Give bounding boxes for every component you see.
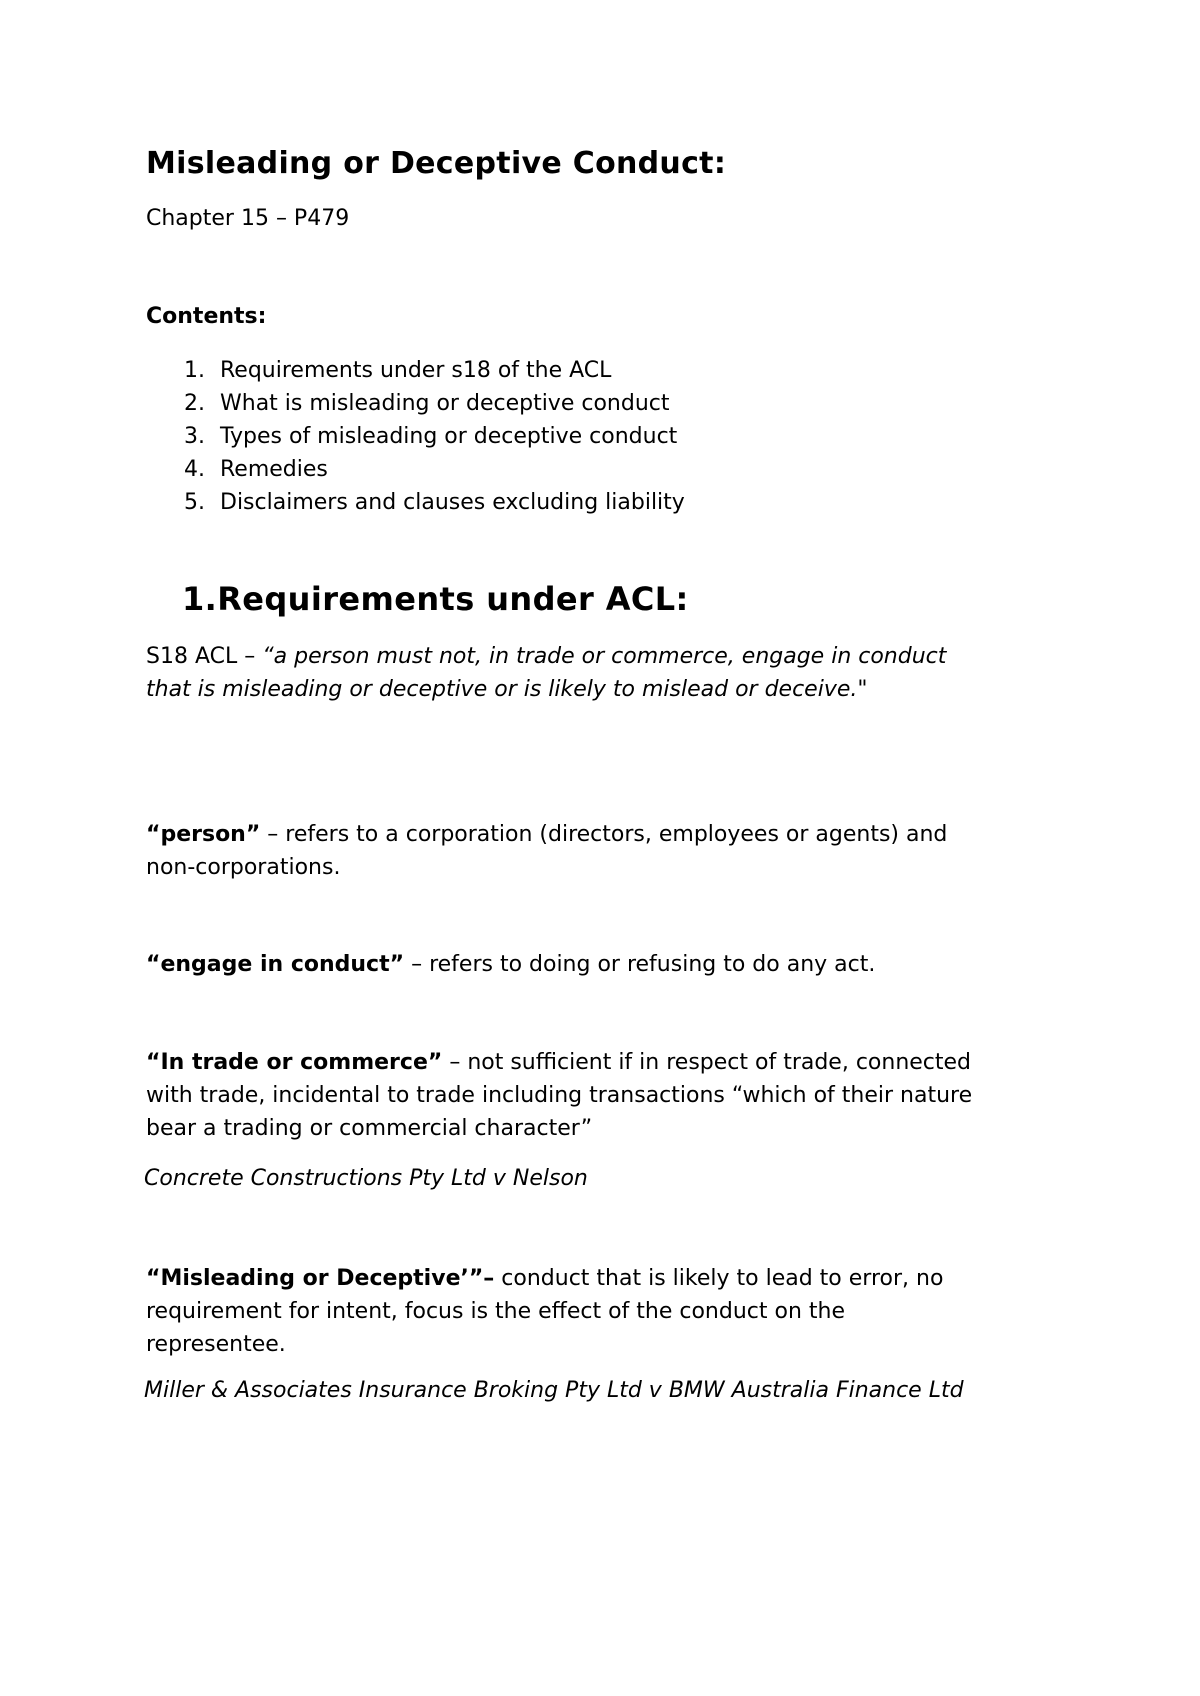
definition-term: “Misleading or Deceptive’”– [146,1266,495,1291]
definition-text: – refers to a corporation (directors, employees or agents) and [260,822,948,847]
contents-item-text: What is misleading or deceptive conduct [220,391,670,416]
definition-text: conduct that is likely to lead to error, no [494,1266,944,1291]
definition-text: – refers to doing or refusing to do any act. [404,952,876,977]
definition-line: requirement for intent, focus is the effect of the conduct on the [146,1299,845,1324]
definition-term: “engage in conduct” [146,952,405,977]
definition-trade-or-commerce [146,1046,972,1145]
definition-line: non-corporations. [146,855,341,880]
definition-misleading-or-deceptive [146,1262,943,1361]
definition-line: representee. [146,1332,286,1357]
definition-line [146,1262,943,1295]
contents-item-text: Types of misleading or deceptive conduct [220,424,678,449]
definition-term: “In trade or commerce” [146,1050,443,1075]
contents-item [184,486,685,519]
s18-quote-close: " [857,677,868,702]
contents-item-number: 3. [184,424,205,449]
definition-line: with trade, incidental to trade including transactions “which of their nature [146,1083,973,1108]
contents-item-number: 4. [184,457,205,482]
contents-item [184,453,685,486]
section-heading: 1.Requirements under ACL: [182,580,689,618]
s18-paragraph [146,640,946,706]
contents-item-text: Requirements under s18 of the ACL [220,358,612,383]
definition-line [146,818,947,851]
s18-quote: “a person must not, in trade or commerce, engage in conduct [262,644,947,669]
contents-item-number: 1. [184,358,205,383]
definition-line [146,1046,972,1079]
case-citation: Concrete Constructions Pty Ltd v Nelson [144,1166,588,1191]
definition-person [146,818,947,884]
chapter-reference: Chapter 15 – P479 [146,206,350,231]
definition-engage-in-conduct [146,948,875,981]
definition-line: bear a trading or commercial character” [146,1116,593,1141]
contents-item-number: 2. [184,391,205,416]
contents-item-number: 5. [184,490,205,515]
s18-quote-continued: that is misleading or deceptive or is likely to mislead or deceive. [146,677,858,702]
contents-item [184,354,685,387]
case-citation: Miller & Associates Insurance Broking Pty Ltd v BMW Australia Finance Ltd [144,1378,964,1403]
s18-line-2 [146,673,946,706]
document-title: Misleading or Deceptive Conduct: [146,146,727,181]
contents-item [184,387,685,420]
contents-heading: Contents: [146,304,267,329]
s18-prefix: S18 ACL – [146,644,263,669]
contents-item-text: Disclaimers and clauses excluding liability [220,490,685,515]
definition-line [146,948,875,981]
s18-line-1 [146,640,946,673]
definition-text: – not sufficient if in respect of trade, connected [442,1050,972,1075]
contents-item [184,420,685,453]
contents-item-text: Remedies [220,457,328,482]
contents-list [184,354,685,519]
definition-term: “person” [146,822,261,847]
